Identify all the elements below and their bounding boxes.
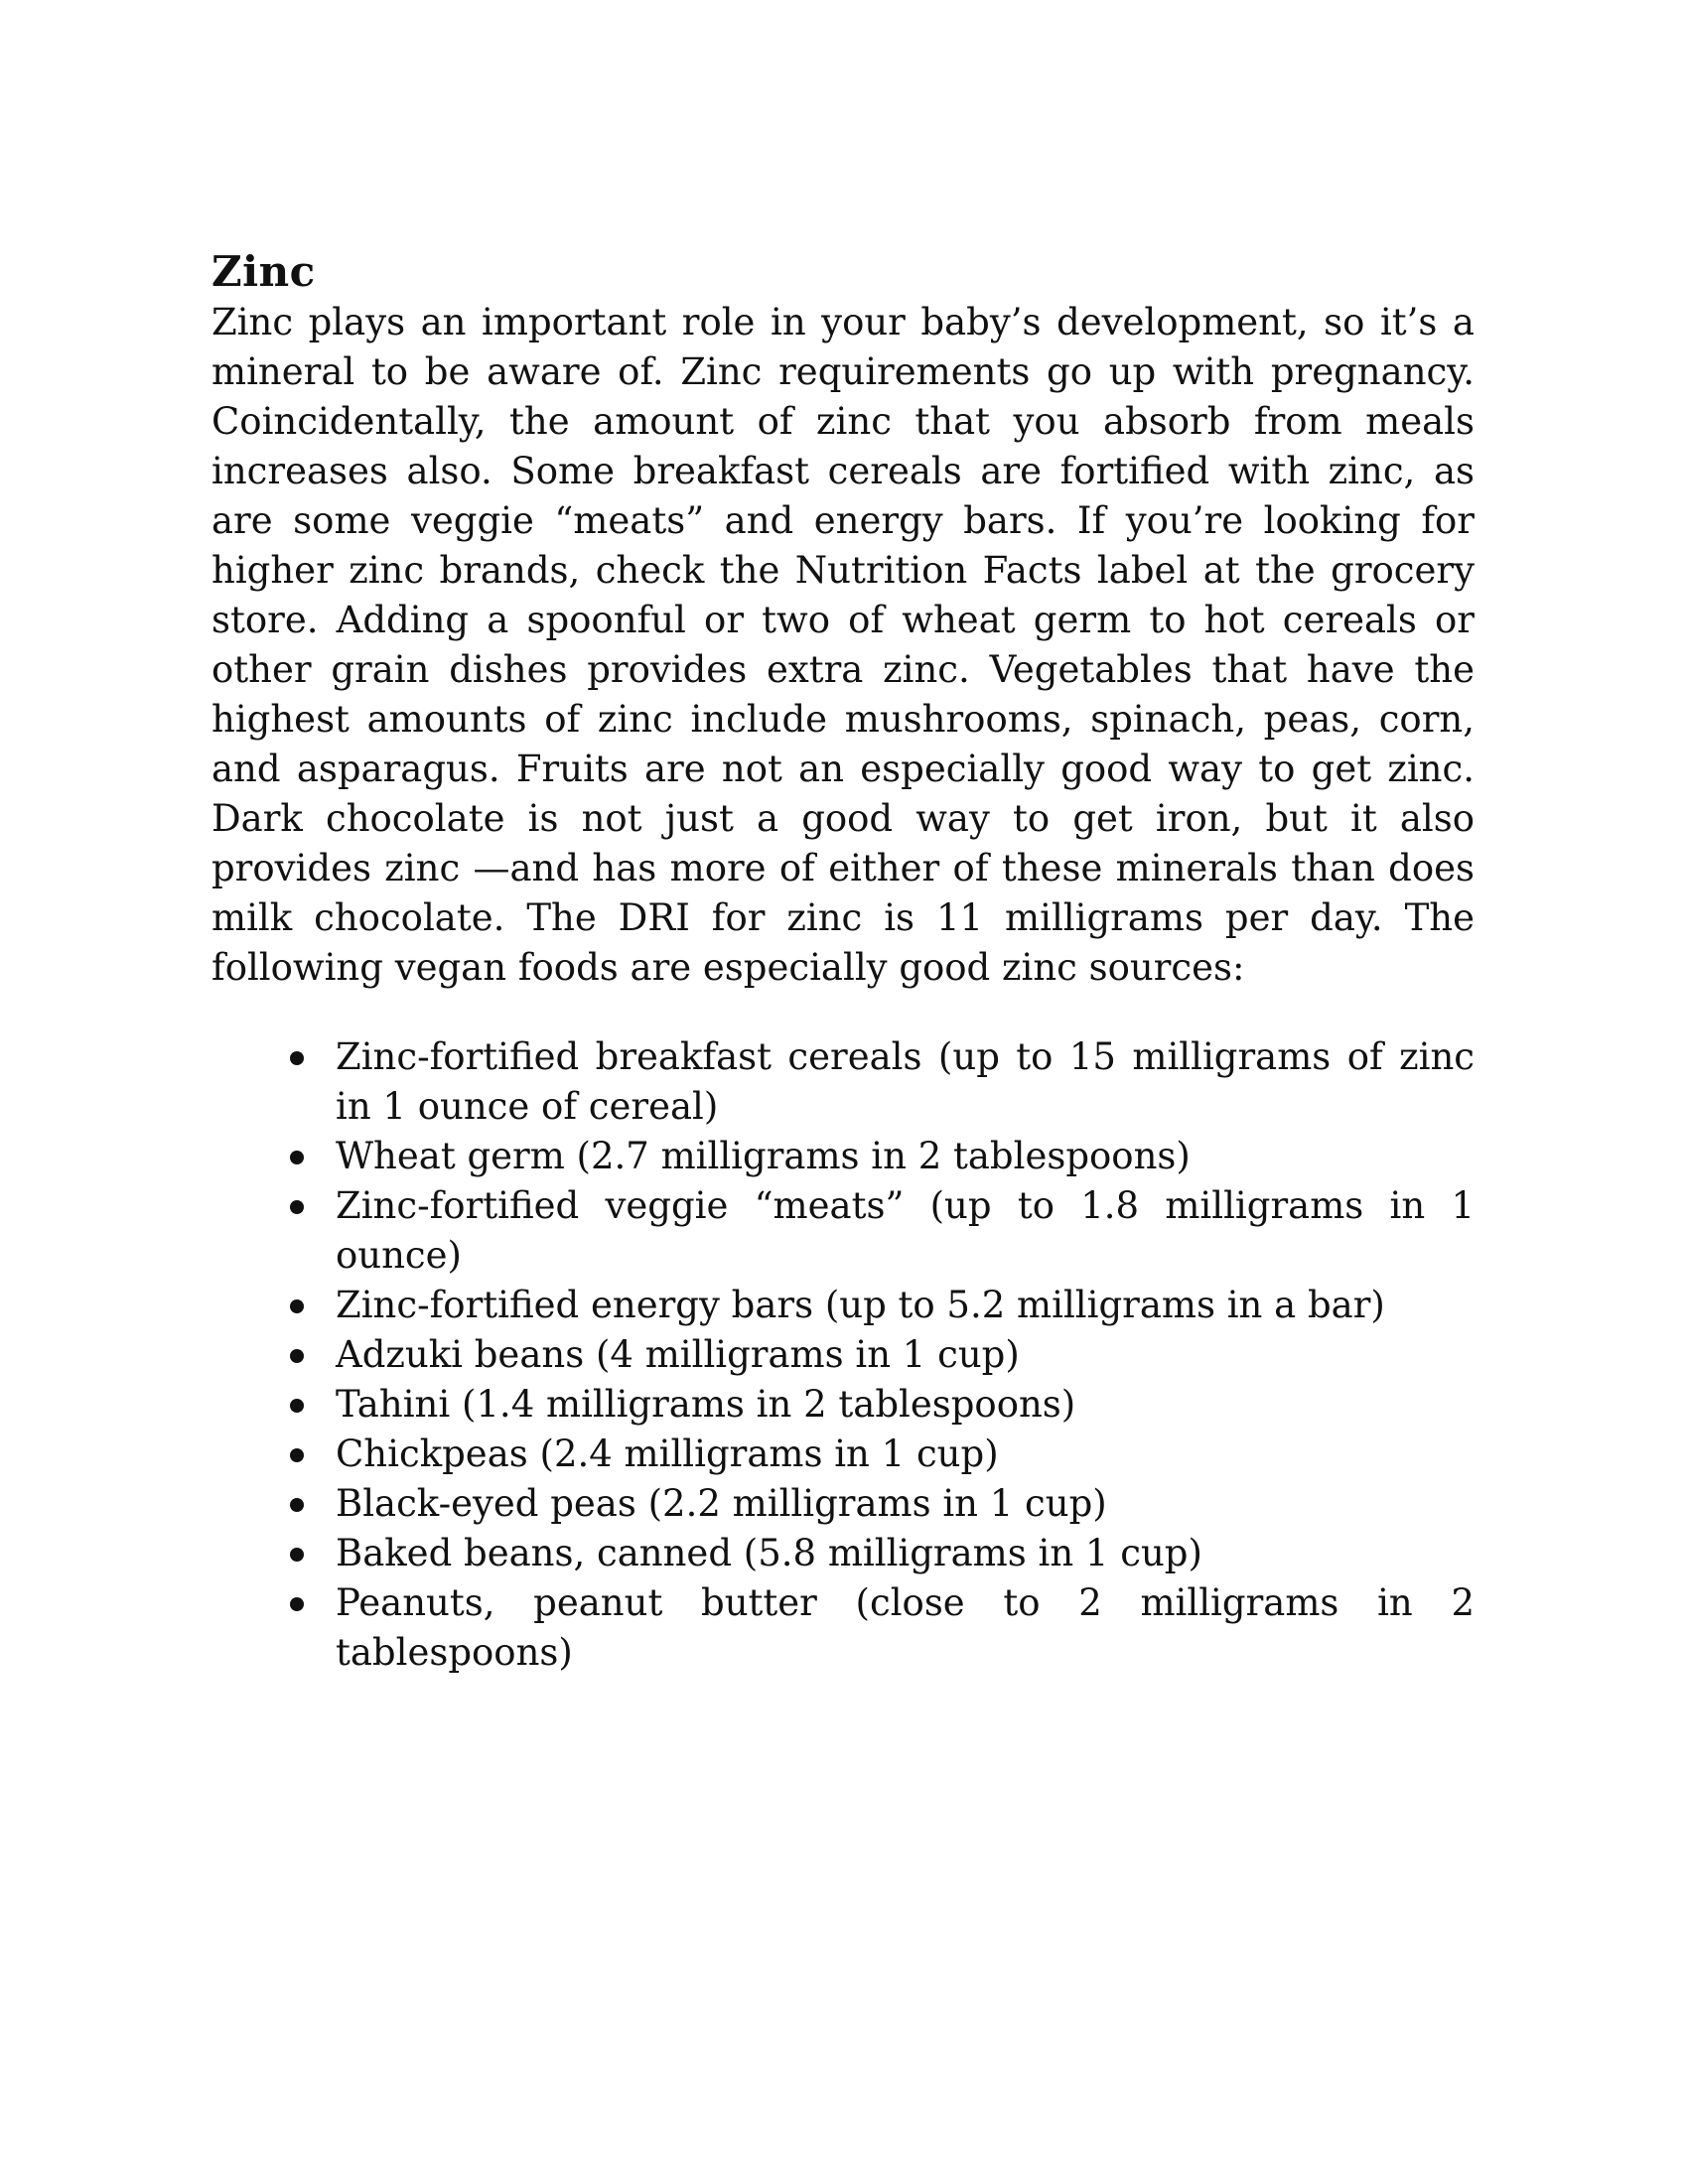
- list-item-text: Wheat germ (2.7 milligrams in 2 tablespoons): [336, 1135, 1191, 1177]
- list-item: [211, 1578, 1475, 1678]
- bullet-icon: [290, 1051, 304, 1065]
- list-item: [211, 1529, 1475, 1578]
- bullet-icon: [290, 1299, 304, 1313]
- bullet-icon: [290, 1349, 304, 1363]
- intro-paragraph: Zinc plays an important role in your baby’s development, so it’s a mineral to be aware of. Zinc requirements go up with pregnancy. Coincidentally, the amount of zinc that you absorb from meals increases also. Some breakfast cereals are fortified with zinc, as are some veggie “meats” and energy bars. If you’re looking for higher zinc brands, check the Nutrition Facts label at the grocery store. Adding a spoonful or two of wheat germ to hot cereals or other grain dishes provides extra zinc. Vegetables that have the highest amounts of zinc include mushrooms, spinach, peas, corn, and asparagus. Fruits are not an especially good way to get zinc. Dark chocolate is not just a good way to get iron, but it also provides zinc —and has more of either of these minerals than does milk chocolate. The DRI for zinc is 11 milligrams per day. The following vegan foods are especially good zinc sources:: [211, 301, 1475, 989]
- bullet-icon: [290, 1498, 304, 1512]
- bullet-icon: [290, 1399, 304, 1413]
- section-heading: Zinc: [211, 247, 316, 296]
- list-item: [211, 1132, 1475, 1181]
- list-item-text: Tahini (1.4 milligrams in 2 tablespoons): [336, 1383, 1076, 1426]
- list-item: [211, 1430, 1475, 1479]
- bullet-icon: [290, 1597, 304, 1611]
- bullet-icon: [290, 1548, 304, 1562]
- list-item-text: Chickpeas (2.4 milligrams in 1 cup): [336, 1433, 999, 1475]
- list-item-text: Zinc-fortified energy bars (up to 5.2 milligrams in a bar): [336, 1284, 1385, 1326]
- list-item: [211, 1330, 1475, 1380]
- bullet-icon: [290, 1200, 304, 1214]
- list-item: [211, 1281, 1475, 1330]
- bullet-icon: [290, 1448, 304, 1462]
- list-item-text: Black-eyed peas (2.2 milligrams in 1 cup): [336, 1482, 1107, 1525]
- list-item-text: Baked beans, canned (5.8 milligrams in 1 cup): [336, 1532, 1202, 1574]
- list-item-text: Zinc-fortified veggie “meats” (up to 1.8 milligrams in 1 ounce): [336, 1184, 1475, 1277]
- zinc-sources-list: [211, 1032, 1475, 1678]
- list-item-text: Adzuki beans (4 milligrams in 1 cup): [336, 1333, 1020, 1376]
- list-item: [211, 1181, 1475, 1281]
- list-item: [211, 1380, 1475, 1430]
- bullet-icon: [290, 1151, 304, 1164]
- list-item: [211, 1032, 1475, 1132]
- list-item-text: Zinc-fortified breakfast cereals (up to 15 milligrams of zinc in 1 ounce of cereal): [336, 1035, 1475, 1128]
- list-item-text: Peanuts, peanut butter (close to 2 milligrams in 2 tablespoons): [336, 1581, 1475, 1674]
- document-page: [211, 246, 1475, 1678]
- list-item: [211, 1479, 1475, 1529]
